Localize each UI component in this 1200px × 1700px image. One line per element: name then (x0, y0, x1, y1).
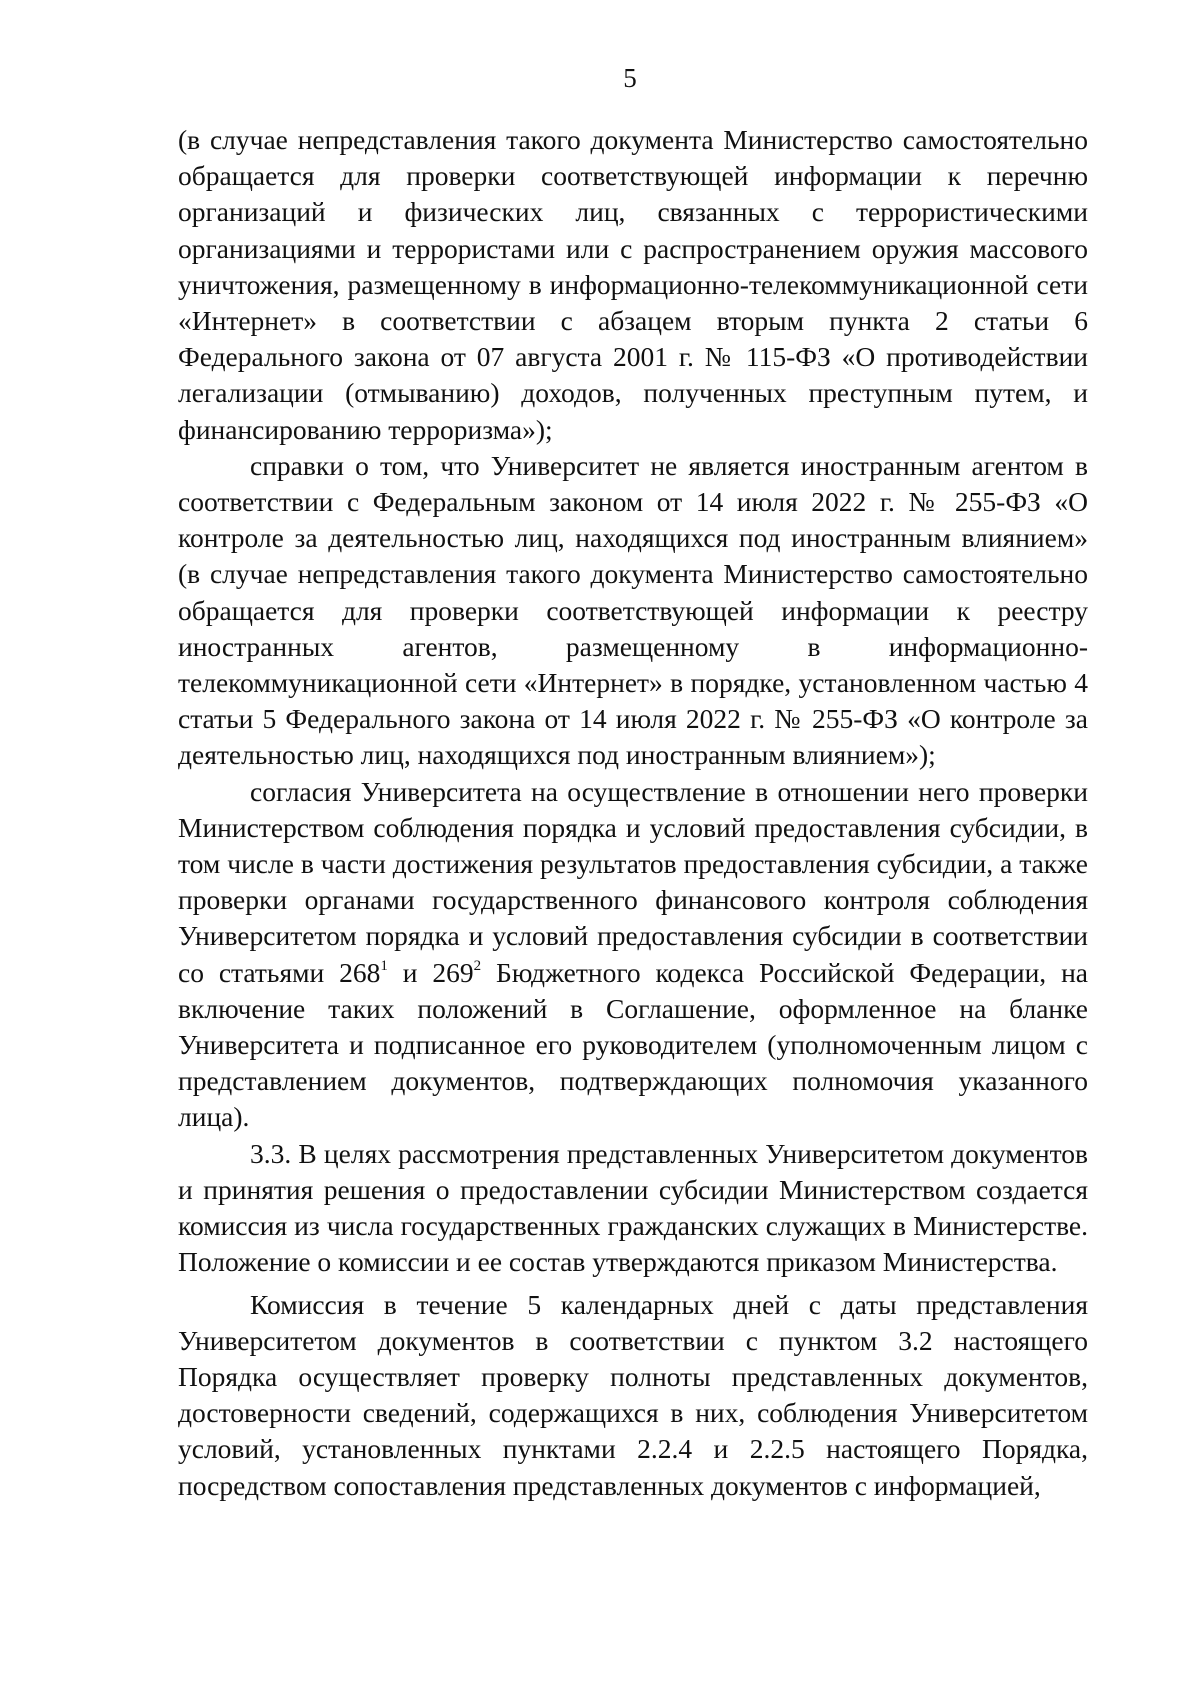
document-body (178, 122, 1088, 1504)
paragraph-foreign-agent-certificate: справки о том, что Университет не является иностранным агентом в соответствии с Федеральным законом от 14 июля 2022 г. № 255-ФЗ «О контроле за деятельностью лиц, находящихся под иностранным влиянием» (в случае непредставления такого документа Министерство самостоятельно обращается для проверки соответствующей информации к реестру иностранных агентов, размещенному в информационно-телекоммуникационной сети «Интернет» в порядке, установленном частью 4 статьи 5 Федерального закона от 14 июля 2022 г. № 255-ФЗ «О контроле за деятельностью лиц, находящихся под иностранным влиянием»); (178, 449, 1088, 771)
page-number: 5 (623, 63, 637, 93)
consent-text-part-1: согласия Университета на осуществление в отношении него проверки Министерством соблюдения порядка и условий предоставления субсидии, в том числе в части достижения результатов предоставления субсидии, а также проверки органами государственного финансового контроля соблюдения Университетом порядка и условий предоставления субсидии в соответствии со статьями 268 (178, 775, 1088, 988)
paragraph-commission-review: Комиссия в течение 5 календарных дней с даты представления Университетом документов в соответствии с пунктом 3.2 настоящего Порядка осуществляет проверку полноты представленных документов, достоверности сведений, содержащихся в них, соблюдения Университетом условий, установленных пунктами 2.2.4 и 2.2.5 настоящего Порядка, посредством сопоставления представленных документов с информацией, (178, 1288, 1088, 1501)
footnote-superscript-2: 2 (473, 957, 482, 974)
footnote-superscript-1: 1 (380, 957, 388, 974)
consent-text-part-2: и 269 (387, 956, 474, 988)
consent-text-part-3: Бюджетного кодекса Российской Федерации, на включение таких положений в Соглашение, оформленное на бланке Университета и подписанное его руководителем (уполномоченным лицом с представлением документов, подтверждающих полномочия указанного лица). (178, 956, 1088, 1133)
paragraph-terrorist-list-check: (в случае непредставления такого документа Министерство самостоятельно обращается для проверки соответствующей информации к перечню организаций и физических лиц, связанных с террористическими организациями и террористами или с распространением оружия массового уничтожения, размещенному в информационно-телекоммуникационной сети «Интернет» в соответствии с абзацем вторым пункта 2 статьи 6 Федерального закона от 07 августа 2001 г. № 115-ФЗ «О противодействии легализации (отмыванию) доходов, полученных преступным путем, и финансированию терроризма»); (178, 124, 1088, 445)
paragraph-clause-3-3: 3.3. В целях рассмотрения представленных Университетом документов и принятия решения о предоставлении субсидии Министерством создается комиссия из числа государственных гражданских служащих в Министерстве. Положение о комиссии и ее состав утверждаются приказом Министерства. (178, 1137, 1088, 1278)
paragraph-verification-consent (178, 774, 1088, 1136)
